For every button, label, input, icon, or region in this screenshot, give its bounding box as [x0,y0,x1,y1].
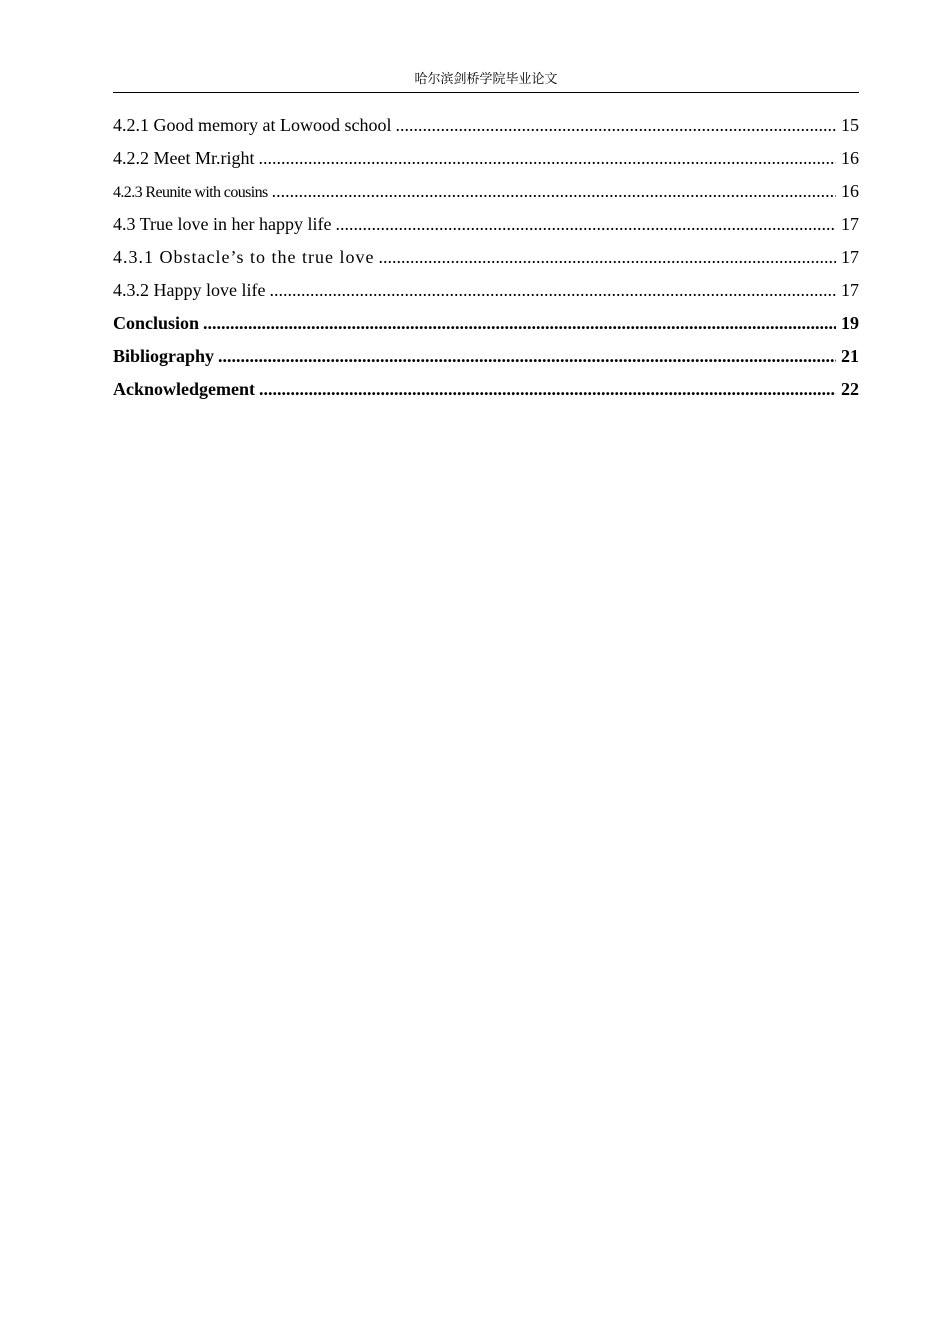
toc-entry-page: 16 [841,148,859,168]
toc-entry-title: 4.2.1 Good memory at Lowood school [113,115,392,135]
table-of-contents [113,112,859,409]
header-divider [113,92,859,93]
toc-entry-page: 17 [841,214,859,234]
toc-entry[interactable] [113,376,859,409]
toc-entry-page: 16 [841,181,859,201]
toc-entry-title: Conclusion [113,313,200,333]
toc-dot-leader [269,277,836,303]
toc-entry[interactable] [113,112,859,145]
toc-entry-page: 15 [841,115,859,135]
toc-entry-title: Bibliography [113,346,215,366]
toc-entry[interactable] [113,343,859,376]
toc-entry[interactable] [113,244,859,277]
toc-entry-page: 21 [841,346,859,366]
toc-dot-leader [218,343,836,369]
toc-entry-page: 17 [841,247,859,267]
toc-entry[interactable] [113,211,859,244]
toc-entry-title: Acknowledgement [113,379,255,399]
toc-dot-leader [203,310,836,336]
toc-entry-page: 22 [841,379,859,399]
toc-entry-title: 4.3.2 Happy love life [113,280,266,300]
toc-dot-leader [395,112,836,138]
toc-entry[interactable] [113,145,859,178]
toc-entry-title: 4.3.1 Obstacle’s to the true love [113,247,375,267]
toc-entry-page: 19 [841,313,859,333]
toc-entry[interactable] [113,310,859,343]
toc-dot-leader [259,145,837,171]
toc-dot-leader [259,376,836,402]
toc-entry-page: 17 [841,280,859,300]
toc-entry-title: 4.2.3 Reunite with cousins [113,184,268,201]
header-title: 哈尔滨剑桥学院毕业论文 [414,72,558,87]
toc-dot-leader [335,211,836,237]
toc-entry[interactable] [113,277,859,310]
toc-entry-title: 4.3 True love in her happy life [113,214,332,234]
toc-dot-leader [378,244,836,270]
page-header [113,70,859,90]
toc-entry[interactable] [113,178,859,211]
toc-dot-leader [272,178,836,204]
toc-entry-title: 4.2.2 Meet Mr.right [113,148,255,168]
